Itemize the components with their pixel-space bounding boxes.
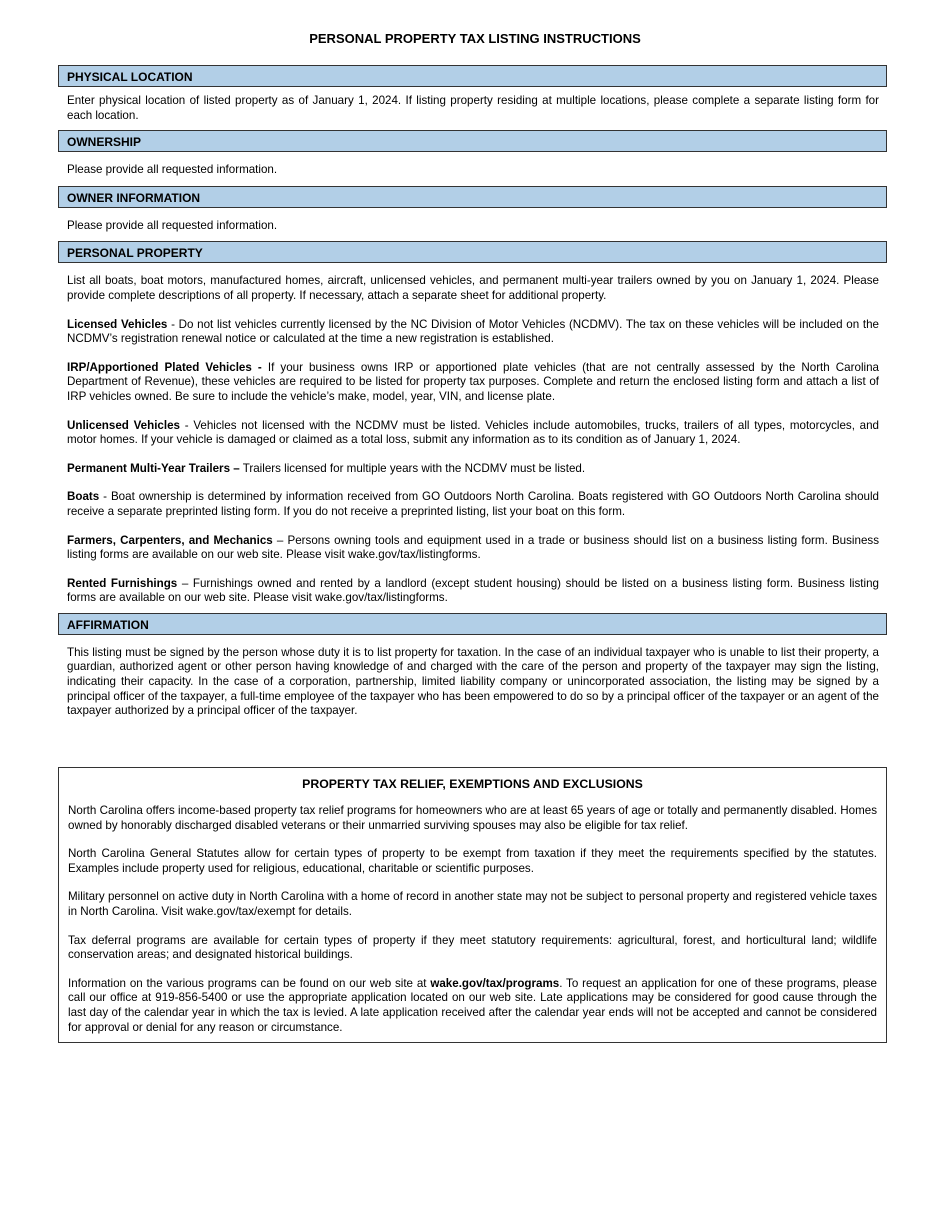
relief-paragraph-1: North Carolina offers income-based property tax relief programs for homeowners who are at least 65 years of age or totally and permanently disabled. Homes owned by honorably discharged disabled veterans or their unmarried surviving spouses may also be eligible for tax relief. [68, 804, 877, 832]
item-multi-year-trailers [67, 462, 879, 477]
relief-paragraph-3: Military personnel on active duty in North Carolina with a home of record in another state may not be subject to personal property and registered vehicle taxes in North Carolina. Visit wake.gov/tax/exempt for details. [68, 890, 877, 918]
item-text: - Do not list vehicles currently licensed by the NC Division of Motor Vehicles (NCDMV). The tax on these vehicles will be included on the NCDMV’s registration renewal notice or calculated at the time a new registration is established. [67, 317, 879, 346]
relief-p5-before: Information on the various programs can be found on our web site at [68, 976, 431, 990]
instructions-content [58, 65, 887, 726]
item-term: Rented Furnishings [67, 576, 178, 590]
item-term: IRP/Apportioned Plated Vehicles - [67, 360, 262, 374]
section-body-ownership [58, 152, 887, 186]
section-header-personal-property: PERSONAL PROPERTY [58, 241, 887, 263]
item-unlicensed-vehicles [67, 419, 879, 448]
item-licensed-vehicles [67, 318, 879, 347]
section-header-affirmation: AFFIRMATION [58, 613, 887, 635]
section-body-owner-information [58, 208, 887, 242]
item-text: - Vehicles not licensed with the NCDMV must be listed. Vehicles include automobiles, trucks, trailers of all types, motorcycles, and motor homes. If your vehicle is damaged or claimed as a total loss, submit any information as to its condition as of January 1, 2024. [67, 418, 879, 447]
item-farmers-carpenters-mechanics [67, 534, 879, 563]
item-boats [67, 490, 879, 519]
owner-information-text: Please provide all requested information. [67, 218, 278, 232]
item-term: Licensed Vehicles [67, 317, 168, 331]
item-term: Unlicensed Vehicles [67, 418, 180, 432]
item-text: - Boat ownership is determined by information received from GO Outdoors North Carolina. Boats registered with GO Outdoors North Carolina should receive a separate preprinted listing form. If you do not receive a preprinted listing, list your boat on this form. [67, 490, 879, 518]
relief-title: PROPERTY TAX RELIEF, EXEMPTIONS AND EXCLUSIONS [302, 777, 643, 791]
item-term: Farmers, Carpenters, and Mechanics [67, 533, 273, 547]
section-body-physical-location [58, 87, 887, 130]
programs-link[interactable]: wake.gov/tax/programs [430, 976, 560, 990]
section-header-physical-location: PHYSICAL LOCATION [58, 65, 887, 87]
item-term: Boats [67, 490, 100, 504]
ownership-text: Please provide all requested information. [67, 163, 278, 177]
personal-property-intro: List all boats, boat motors, manufactured homes, aircraft, unlicensed vehicles, and permanent multi-year trailers owned by you on January 1, 2024. Please provide complete descriptions of all property. If necessary, attach a separate sheet for additional property. [67, 274, 879, 302]
section-body-personal-property [58, 263, 887, 613]
relief-box [58, 767, 887, 1043]
relief-p5-after: . To request an application for one of these programs, please call our office at 919-856-5400 or use the appropriate application located on our web site. Late applications may be considered for good cause through the last day of the calendar year in which the tax is levied. A late application received after the calendar year ends will not be accepted and cannot be considered for approval or denial for any reason or circumstance. [68, 976, 877, 1034]
section-body-affirmation [58, 635, 887, 726]
page-title: PERSONAL PROPERTY TAX LISTING INSTRUCTIONS [309, 31, 641, 46]
item-term: Permanent Multi-Year Trailers – [67, 461, 240, 475]
item-text: Trailers licensed for multiple years with the NCDMV must be listed. [239, 461, 586, 475]
affirmation-text: This listing must be signed by the person whose duty it is to list property for taxation. In the case of an individual taxpayer who is unable to list their property, a guardian, authorized agent or other person having knowledge of and charged with the care of the person and property of the taxpayer may sign the listing, indicating their capacity. In the case of a corporation, partnership, limited liability company or unincorporated association, the listing may be signed by a principal officer of the taxpayer, a full-time employee of the taxpayer who has been empowered to do so by a principal officer of the taxpayer or an agent of the taxpayer authorized by a principal officer of the taxpayer. [67, 645, 879, 718]
item-text: – Persons owning tools and equipment used in a trade or business should list on a business listing form. Business listing forms are available on our web site. Please visit wake.gov/tax/listingforms. [67, 533, 879, 562]
relief-paragraph-5 [68, 977, 877, 1035]
item-text: – Furnishings owned and rented by a landlord (except student housing) should be listed on a business listing form. Business listing forms are available on our web site. Please visit wake.gov/tax/listingforms. [67, 576, 879, 605]
relief-paragraph-2: North Carolina General Statutes allow for certain types of property to be exempt from taxation if they meet the requirements specified by the statutes. Examples include property used for religious, educational, charitable or scientific purposes. [68, 847, 877, 875]
relief-paragraph-4: Tax deferral programs are available for certain types of property if they meet statutory requirements: agricultural, forest, and horticultural land; wildlife conservation areas; and designated historical buildings. [68, 933, 877, 962]
item-text: If your business owns IRP or apportioned plate vehicles (that are not centrally assessed by the North Carolina Department of Revenue), these vehicles are required to be listed for property tax purposes. Complete and return the enclosed listing form and attach a list of IRP vehicles owned. Be sure to include the vehicle’s make, model, year, VIN, and license plate. [67, 360, 879, 403]
physical-location-text: Enter physical location of listed property as of January 1, 2024. If listing property residing at multiple locations, please complete a separate listing form for each location. [67, 94, 879, 122]
section-header-ownership: OWNERSHIP [58, 130, 887, 152]
section-header-owner-information: OWNER INFORMATION [58, 186, 887, 208]
item-irp-vehicles [67, 361, 879, 405]
item-rented-furnishings [67, 577, 879, 606]
